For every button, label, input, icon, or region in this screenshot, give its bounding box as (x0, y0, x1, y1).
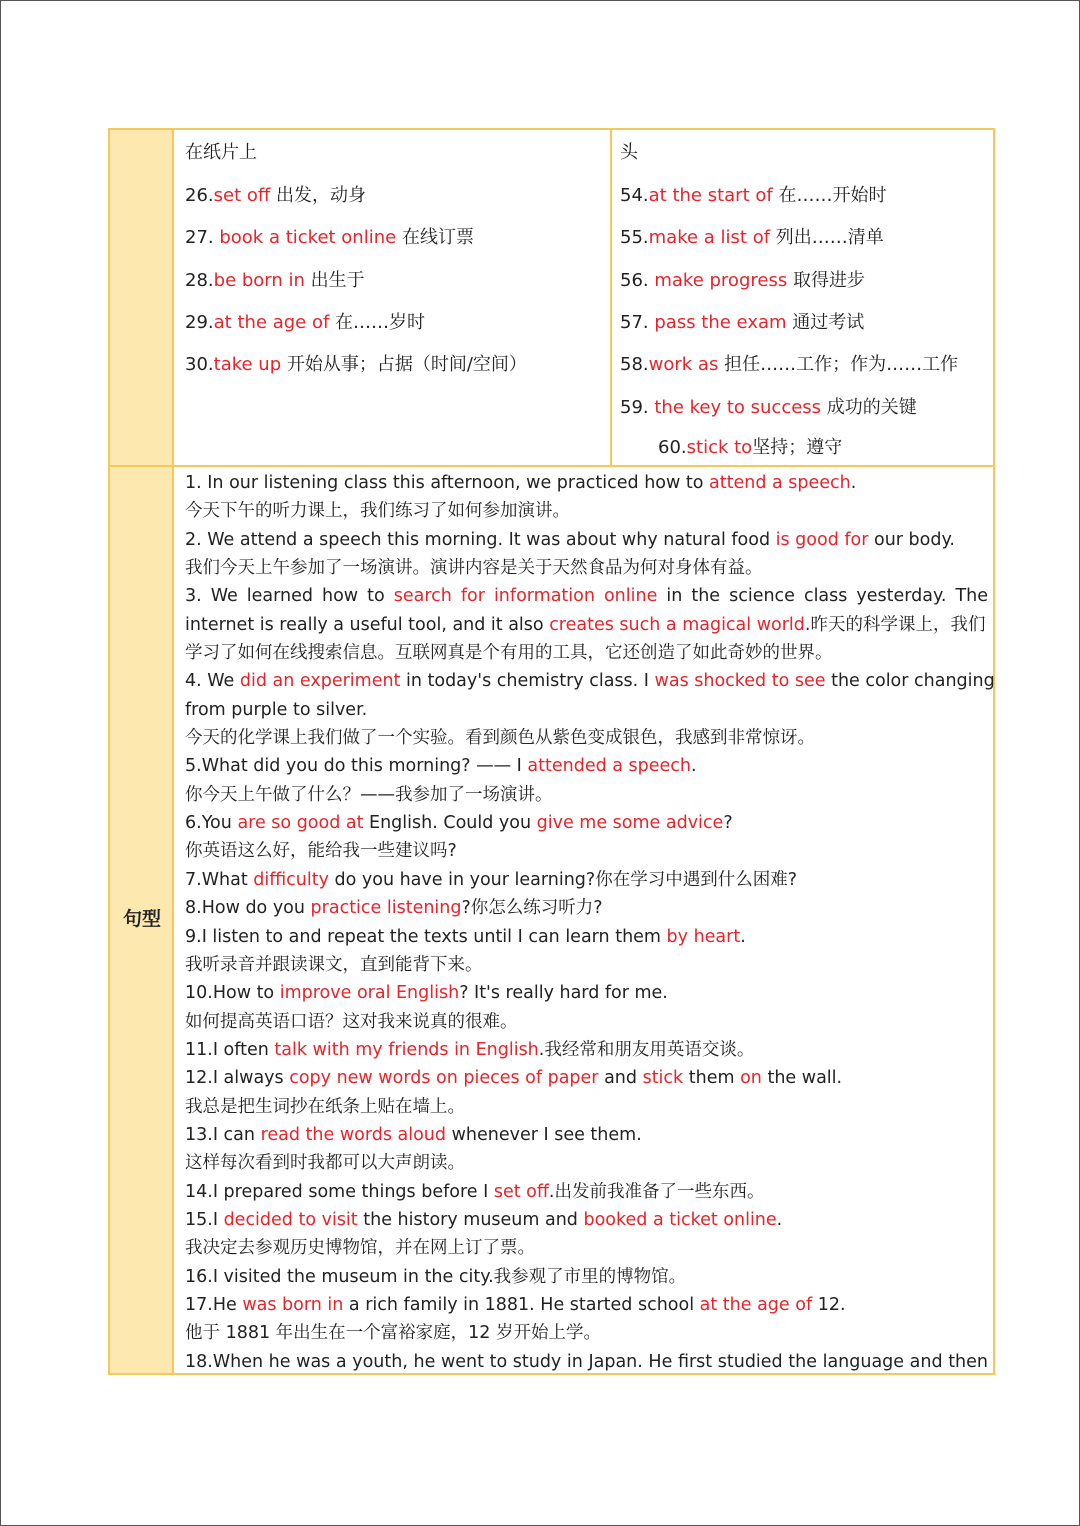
text-segment: 60. (658, 437, 687, 458)
text-segment: 54. (620, 185, 649, 206)
vocab-item (620, 184, 886, 208)
highlighted-phrase: copy new words on pieces of paper (289, 1068, 599, 1089)
text-segment: 55. (620, 227, 649, 248)
row-divider (110, 465, 993, 467)
highlighted-phrase: booked a ticket online (583, 1209, 777, 1230)
text-segment: 58. (620, 354, 649, 375)
sentence-section-label: 句型 (122, 908, 161, 930)
text-segment: . (740, 926, 746, 947)
text-segment: . (850, 473, 857, 493)
text-segment: 坚持；遵守 (752, 437, 843, 458)
vocab-item (185, 269, 365, 293)
text-segment: 我听录音并跟读课文，直到能背下来。 (185, 954, 483, 975)
highlighted-phrase: at the age of (699, 1294, 813, 1315)
text-segment: 5.What did you do this morning? —— I (185, 756, 528, 777)
vocab-item (185, 141, 257, 165)
vocab-item (620, 311, 864, 335)
text-segment: 在线订票 (396, 227, 474, 248)
sentence-line (185, 724, 988, 752)
sentence-line (185, 526, 988, 554)
text-segment: 17.He (185, 1294, 243, 1315)
text-segment: 今天下午的听力课上，我们练习了如何参加演讲。 (185, 501, 570, 522)
text-segment: the color changing (825, 671, 995, 692)
text-segment: internet is really a useful tool, and it also (185, 614, 550, 635)
highlighted-phrase: attend a speech (709, 473, 851, 493)
highlighted-phrase: take up (213, 354, 282, 375)
highlighted-phrase: at the start of (648, 185, 773, 206)
text-segment: a rich family in 1881. He started school (343, 1294, 700, 1315)
highlighted-phrase: creates such a magical world (549, 614, 805, 635)
text-segment: 8.How do you (185, 898, 311, 919)
text-segment: our body. (868, 529, 955, 550)
vocab-item (620, 226, 884, 250)
text-segment: ? It's really hard for me. (459, 983, 668, 1004)
sentence-line (185, 497, 988, 525)
text-segment: English. Could you (363, 813, 537, 834)
text-segment: ? (723, 813, 733, 834)
highlighted-phrase: book a ticket online (219, 227, 397, 248)
text-segment: ?你怎么练习听力? (461, 898, 603, 919)
vocab-item (185, 311, 425, 335)
sentence-line (185, 894, 988, 922)
text-segment: 7.What (185, 869, 254, 890)
text-segment: 出生于 (304, 270, 365, 291)
text-segment: 16.I visited the museum in the city.我参观了市里的博物馆。 (185, 1266, 687, 1287)
text-segment: 57. (620, 312, 655, 333)
text-segment: 26. (185, 185, 214, 206)
highlighted-phrase: decided to visit (223, 1209, 358, 1230)
highlighted-phrase: practice listening (310, 898, 462, 919)
text-segment: 1. In our listening class this afternoon, we practiced how to (185, 473, 710, 493)
text-segment: 我总是把生词抄在纸条上贴在墙上。 (185, 1096, 465, 1117)
text-segment: 在……岁时 (329, 312, 426, 333)
sentence-line (185, 667, 995, 695)
text-segment: 通过考试 (786, 312, 865, 333)
text-segment: . (691, 756, 697, 777)
text-segment: 我决定去参观历史博物馆，并在网上订了票。 (185, 1238, 535, 1259)
highlighted-phrase: work as (648, 354, 719, 375)
text-segment: in today's chemistry class. I (400, 671, 655, 692)
text-segment: 开始从事；占据（时间/空间） (281, 354, 527, 375)
vocab-item (620, 269, 865, 293)
highlighted-phrase: be born in (213, 270, 305, 291)
text-segment: 这样每次看到时我都可以大声朗读。 (185, 1153, 465, 1174)
sentence-line (185, 611, 988, 639)
phrase-table (108, 128, 995, 1375)
highlighted-phrase: is good for (775, 529, 869, 550)
sentence-line (185, 752, 988, 780)
text-segment: 10.How to (185, 983, 280, 1004)
text-segment: and (598, 1068, 643, 1089)
sentence-line (185, 979, 988, 1007)
highlighted-phrase: by heart (666, 926, 741, 947)
text-segment: 他于 1881 年出生在一个富裕家庭，12 岁开始上学。 (185, 1323, 601, 1344)
text-segment: whenever I see them. (446, 1124, 642, 1145)
text-segment: 27. (185, 227, 220, 248)
sentence-line (185, 951, 988, 979)
vocab-item (658, 436, 842, 460)
text-segment: 11.I often (185, 1039, 275, 1060)
sentence-line (185, 781, 988, 809)
sentence-line (185, 837, 988, 865)
sentence-line (185, 1064, 988, 1092)
highlighted-phrase: pass the exam (654, 312, 787, 333)
highlighted-phrase: stick to (686, 437, 753, 458)
text-segment: 14.I prepared some things before I (185, 1181, 494, 1202)
highlighted-phrase: on (740, 1068, 762, 1089)
text-segment: 6.You (185, 813, 238, 834)
text-segment: from purple to silver. (185, 699, 368, 720)
highlighted-phrase: make a list of (648, 227, 771, 248)
text-segment: 12. (812, 1294, 846, 1315)
highlighted-phrase: improve oral English (279, 983, 460, 1004)
text-segment: 29. (185, 312, 214, 333)
vocab-item (620, 353, 958, 377)
highlighted-phrase: make progress (654, 270, 788, 291)
text-segment: them (683, 1068, 741, 1089)
vocab-item (185, 353, 527, 377)
highlighted-phrase: was born in (242, 1294, 344, 1315)
text-segment: 取得进步 (787, 270, 865, 291)
vocab-item (620, 396, 917, 420)
sentence-line (185, 1121, 988, 1149)
text-segment: 13.I can (185, 1124, 261, 1145)
highlighted-phrase: talk with my friends in English (274, 1039, 539, 1060)
text-segment: 9.I listen to and repeat the texts until I can learn them (185, 926, 667, 947)
text-segment: 15.I (185, 1209, 224, 1230)
text-segment: 18.When he was a youth, he went to study in Japan. He first studied the language and then (185, 1351, 988, 1372)
text-segment: 学习了如何在线搜索信息。互联网真是个有用的工具，它还创造了如此奇妙的世界。 (185, 643, 833, 664)
sentence-line (185, 1008, 988, 1036)
text-segment: 成功的关键 (821, 397, 917, 418)
highlighted-phrase: set off (493, 1181, 549, 1202)
text-segment: 头 (620, 142, 638, 163)
text-segment: 4. We (185, 671, 240, 692)
sentence-line (185, 1234, 988, 1262)
text-segment: 2. We attend a speech this morning. It was about why natural food (185, 529, 776, 550)
text-segment: 3. We learned how to (185, 586, 394, 607)
sentence-line (185, 1178, 988, 1206)
text-segment: 如何提高英语口语？这对我来说真的很难。 (185, 1011, 518, 1032)
highlighted-phrase: at the age of (213, 312, 330, 333)
text-segment: 28. (185, 270, 214, 291)
text-segment: .我经常和朋友用英语交谈。 (538, 1039, 755, 1060)
vocab-item (185, 226, 474, 250)
sentence-line (185, 1291, 988, 1319)
text-segment: 出发，动身 (270, 185, 367, 206)
sentence-line (185, 1206, 988, 1234)
vocab-item (185, 184, 366, 208)
column-divider (610, 130, 612, 465)
text-segment: 12.I always (185, 1068, 290, 1089)
highlighted-phrase: stick (642, 1068, 684, 1089)
text-segment: 你英语这么好，能给我一些建议吗? (185, 841, 457, 862)
sentence-line (185, 696, 988, 724)
sentence-line (185, 1093, 988, 1121)
text-segment: 在……开始时 (772, 185, 887, 206)
highlighted-phrase: read the words aloud (260, 1124, 447, 1145)
text-segment: 今天的化学课上我们做了一个实验。看到颜色从紫色变成银色，我感到非常惊讶。 (185, 728, 815, 749)
highlighted-phrase: attended a speech (527, 756, 692, 777)
text-segment: the wall. (761, 1068, 843, 1089)
highlighted-phrase: difficulty (253, 869, 329, 890)
text-segment: 59. (620, 397, 655, 418)
highlighted-phrase: the key to success (654, 397, 822, 418)
sentence-line (185, 866, 988, 894)
sentence-line (185, 639, 988, 667)
text-segment: 担任……工作；作为……工作 (718, 354, 959, 375)
text-segment: 我们今天上午参加了一场演讲。演讲内容是关于天然食品为何对身体有益。 (185, 558, 763, 579)
highlighted-phrase: set off (213, 185, 271, 206)
sentence-line (185, 923, 988, 951)
highlighted-phrase: give me some advice (536, 813, 724, 834)
highlighted-phrase: search for information online (393, 586, 658, 607)
text-segment: .昨天的科学课上，我们 (804, 614, 986, 635)
text-segment: 30. (185, 354, 214, 375)
highlighted-phrase: did an experiment (239, 671, 401, 692)
sentence-line (185, 1036, 988, 1064)
sentence-line (185, 1348, 988, 1376)
text-segment: 56. (620, 270, 655, 291)
text-segment: in the science class yesterday. The (657, 586, 988, 607)
highlighted-phrase: are so good at (237, 813, 364, 834)
sentence-line (185, 1319, 988, 1347)
text-segment: the history museum and (357, 1209, 584, 1230)
sentence-line (185, 1263, 988, 1291)
text-segment: .出发前我准备了一些东西。 (548, 1181, 765, 1202)
text-segment: 你今天上午做了什么？——我参加了一场演讲。 (185, 784, 553, 805)
sentence-line (185, 809, 988, 837)
sentence-line (185, 554, 988, 582)
vocab-item (620, 141, 638, 165)
sentence-line (185, 469, 988, 497)
sentence-line (185, 582, 988, 610)
label-column (110, 130, 174, 1373)
highlighted-phrase: was shocked to see (654, 671, 826, 692)
text-segment: . (776, 1209, 783, 1230)
sentence-list (185, 469, 995, 1376)
text-segment: 列出……清单 (770, 227, 884, 248)
text-segment: 在纸片上 (185, 142, 257, 163)
text-segment: do you have in your learning?你在学习中遇到什么困难? (328, 869, 797, 890)
sentence-line (185, 1149, 988, 1177)
